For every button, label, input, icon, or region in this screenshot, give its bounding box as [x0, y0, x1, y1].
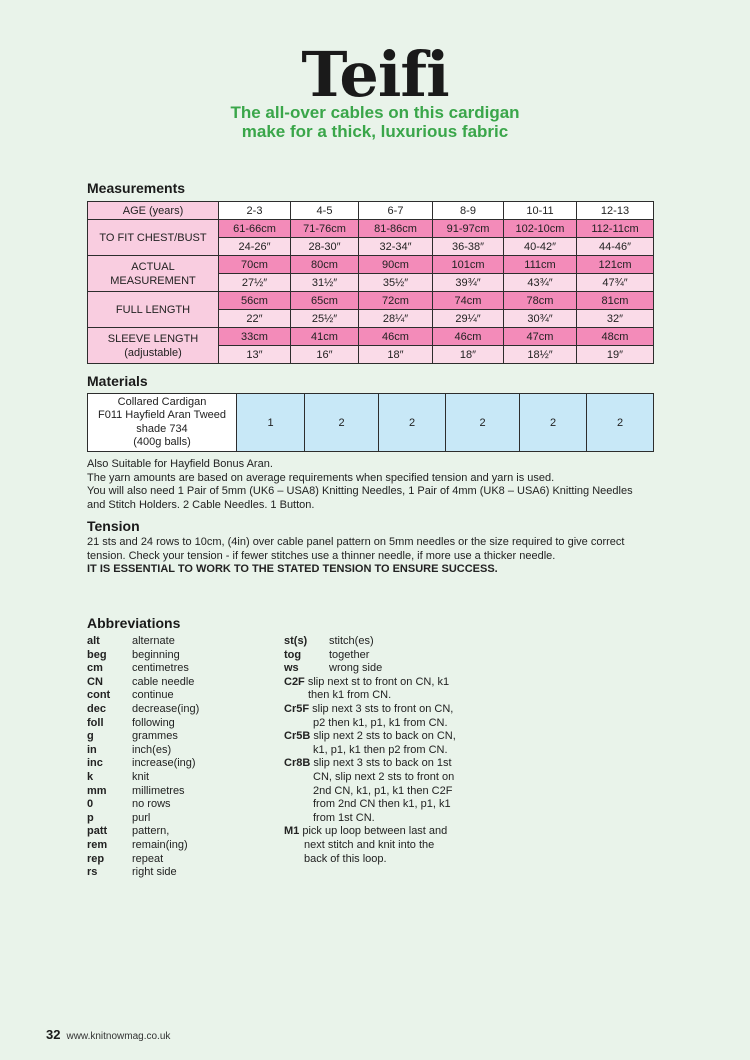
- abbr-key: alt: [87, 635, 100, 647]
- list-item: [87, 839, 199, 853]
- abbr-value: inch(es): [132, 743, 172, 756]
- abbreviations-heading: Abbreviations: [87, 615, 181, 631]
- chest-in-cell: 36-38″: [433, 238, 504, 256]
- abbr-value: slip next 2 sts to back on CN,: [313, 730, 456, 743]
- abbr-value-continued: CN, slip next 2 sts to front on: [313, 770, 455, 783]
- abbr-key: tog: [284, 648, 302, 661]
- abbr-value: slip next st to front on CN, k1: [307, 675, 450, 688]
- list-item: [284, 825, 456, 839]
- age-cell: 10-11: [504, 202, 577, 220]
- label-line: SLEEVE LENGTH: [107, 332, 199, 345]
- chest-cm-cell: 102-10cm: [504, 220, 577, 238]
- list-item: [87, 730, 199, 744]
- age-cell: 4-5: [291, 202, 359, 220]
- sleeve-in-cell: 18″: [433, 346, 504, 364]
- actual-cm-cell: 80cm: [291, 256, 359, 274]
- label-line: F011 Hayfield Aran Tweed: [97, 409, 226, 421]
- page-number: 32: [46, 1027, 61, 1042]
- abbr-value: following: [132, 716, 175, 729]
- abbr-value: grammes: [132, 730, 178, 743]
- measurements-table: [87, 201, 654, 364]
- list-item: [284, 649, 456, 663]
- abbr-value: repeat: [132, 852, 164, 865]
- length-in-cell: 29¼″: [433, 310, 504, 328]
- chest-cm-cell: 91-97cm: [433, 220, 504, 238]
- sleeve-cm-cell: 33cm: [219, 328, 291, 346]
- abbr-value: alternate: [132, 635, 175, 647]
- yarn-quantity-cell: 2: [520, 394, 587, 452]
- list-item: [87, 866, 199, 880]
- full-length-label: FULL LENGTH: [88, 292, 219, 328]
- yarn-quantity-cell: 1: [237, 394, 305, 452]
- actual-cm-cell: 90cm: [359, 256, 433, 274]
- abbr-value-continued: 2nd CN, k1, p1, k1 then C2F: [313, 784, 453, 797]
- yarn-quantity-cell: 2: [379, 394, 446, 452]
- abbr-value-continued: from 1st CN.: [313, 811, 375, 824]
- label-line: MEASUREMENT: [110, 274, 196, 287]
- abbr-key: cont: [87, 689, 111, 702]
- actual-in-cell: 47¾″: [577, 274, 654, 292]
- abbr-key: rs: [87, 866, 98, 879]
- sleeve-cm-cell: 46cm: [433, 328, 504, 346]
- abbr-key: Cr5B: [284, 730, 311, 743]
- abbr-value-continued: k1, p1, k1 then p2 from CN.: [313, 743, 448, 756]
- abbr-value: cable needle: [132, 675, 195, 688]
- chest-in-cell: 44-46″: [577, 238, 654, 256]
- chest-cm-cell: 71-76cm: [291, 220, 359, 238]
- list-item: [87, 703, 199, 717]
- length-cm-cell: 78cm: [504, 292, 577, 310]
- actual-in-cell: 27½″: [219, 274, 291, 292]
- actual-cm-cell: 111cm: [504, 256, 577, 274]
- abbr-value: purl: [132, 811, 151, 824]
- sleeve-length-label: [88, 328, 219, 364]
- sleeve-in-cell: 13″: [219, 346, 291, 364]
- actual-in-cell: 43¾″: [504, 274, 577, 292]
- list-item: [284, 676, 456, 690]
- abbr-key: g: [87, 730, 94, 743]
- list-item: [87, 744, 199, 758]
- list-item: [284, 730, 456, 744]
- abbr-key: C2F: [284, 675, 305, 688]
- abbr-key: beg: [87, 648, 107, 661]
- list-item: [87, 649, 199, 663]
- sleeve-cm-cell: 47cm: [504, 328, 577, 346]
- abbr-key: rep: [87, 852, 105, 865]
- age-cell: 12-13: [577, 202, 654, 220]
- list-item: [87, 785, 199, 799]
- materials-table: [87, 393, 654, 452]
- abbr-key: k: [87, 770, 94, 783]
- sleeve-in-cell: 19″: [577, 346, 654, 364]
- abbr-key: ws: [284, 662, 299, 675]
- list-item: [87, 812, 199, 826]
- label-line: (adjustable): [124, 346, 182, 359]
- list-item: [87, 689, 199, 703]
- tension-line: tension. Check your tension - if fewer stitches use a thinner needle, if more use a thicker needle.: [87, 549, 556, 562]
- actual-cm-cell: 101cm: [433, 256, 504, 274]
- tension-warning: IT IS ESSENTIAL TO WORK TO THE STATED TENSION TO ENSURE SUCCESS.: [87, 563, 498, 576]
- chest-label: TO FIT CHEST/BUST: [88, 220, 219, 256]
- abbr-value: millimetres: [132, 784, 185, 797]
- length-in-cell: 22″: [219, 310, 291, 328]
- list-item: [87, 771, 199, 785]
- subtitle-line: make for a thick, luxurious fabric: [241, 122, 509, 141]
- list-item: [87, 757, 199, 771]
- abbr-value: pattern,: [132, 825, 170, 838]
- sleeve-cm-cell: 46cm: [359, 328, 433, 346]
- abbr-key: M1: [284, 825, 300, 838]
- abbr-value-continued: next stitch and knit into the: [304, 838, 435, 851]
- actual-in-cell: 39¾″: [433, 274, 504, 292]
- footer-url: www.knitnowmag.co.uk: [66, 1031, 171, 1042]
- length-cm-cell: 81cm: [577, 292, 654, 310]
- yarn-label: [88, 394, 237, 452]
- abbr-value: decrease(ing): [132, 702, 200, 715]
- abbr-key: foll: [87, 716, 104, 729]
- abbr-value: wrong side: [329, 662, 383, 675]
- abbr-key: CN: [87, 675, 103, 688]
- yarn-quantity-cell: 2: [587, 394, 654, 452]
- actual-in-cell: 35½″: [359, 274, 433, 292]
- abbreviations-right-list: [284, 635, 456, 866]
- sleeve-in-cell: 16″: [291, 346, 359, 364]
- actual-in-cell: 31½″: [291, 274, 359, 292]
- abbr-value: slip next 3 sts to front on CN,: [312, 702, 454, 715]
- label-line: (400g balls): [133, 436, 191, 448]
- length-in-cell: 32″: [577, 310, 654, 328]
- list-item: [87, 676, 199, 690]
- abbr-value: stitch(es): [329, 635, 374, 647]
- abbr-key: in: [87, 743, 97, 756]
- table-row: [88, 328, 654, 346]
- yarn-quantity-cell: 2: [446, 394, 520, 452]
- abbr-value-continued: then k1 from CN.: [308, 689, 392, 702]
- abbr-key: cm: [87, 662, 103, 675]
- abbr-value-continued: from 2nd CN then k1, p1, k1: [313, 798, 451, 811]
- abbr-value-continued: p2 then k1, p1, k1 from CN.: [313, 716, 448, 729]
- list-item: [87, 635, 199, 649]
- note-line: You will also need 1 Pair of 5mm (UK6 – USA8) Knitting Needles, 1 Pair of 4mm (UK8 – USA6) Knitting Needles: [87, 485, 633, 498]
- length-in-cell: 30¾″: [504, 310, 577, 328]
- subtitle-line: The all-over cables on this cardigan: [230, 103, 520, 122]
- age-cell: 2-3: [219, 202, 291, 220]
- note-line: Also Suitable for Hayfield Bonus Aran.: [87, 458, 273, 470]
- table-row: [88, 220, 654, 238]
- materials-heading: Materials: [87, 373, 148, 389]
- abbreviations-left-list: [87, 635, 199, 880]
- abbr-value: centimetres: [132, 662, 189, 675]
- list-item: [284, 635, 456, 649]
- list-item: [87, 798, 199, 812]
- abbr-value: increase(ing): [132, 757, 196, 770]
- chest-in-cell: 28-30″: [291, 238, 359, 256]
- age-label: AGE (years): [88, 202, 219, 220]
- age-cell: 8-9: [433, 202, 504, 220]
- length-cm-cell: 65cm: [291, 292, 359, 310]
- actual-measurement-label: [88, 256, 219, 292]
- note-line: The yarn amounts are based on average requirements when specified tension and yarn is used.: [87, 471, 555, 484]
- abbr-value: right side: [132, 866, 177, 879]
- abbr-key: inc: [87, 757, 103, 770]
- page-title: Teifi: [301, 38, 449, 111]
- tension-line: 21 sts and 24 rows to 10cm, (4in) over cable panel pattern on 5mm needles or the size required to give correct: [87, 536, 625, 548]
- table-row: [88, 202, 654, 220]
- list-item: [284, 662, 456, 676]
- abbr-key: st(s): [284, 635, 308, 647]
- chest-in-cell: 24-26″: [219, 238, 291, 256]
- label-line: ACTUAL: [131, 260, 175, 273]
- sleeve-cm-cell: 41cm: [291, 328, 359, 346]
- chest-cm-cell: 112-11cm: [577, 220, 654, 238]
- actual-cm-cell: 70cm: [219, 256, 291, 274]
- list-item: [284, 703, 456, 717]
- abbr-key: mm: [87, 784, 107, 797]
- length-cm-cell: 56cm: [219, 292, 291, 310]
- abbr-key: 0: [87, 798, 94, 811]
- list-item: [87, 717, 199, 731]
- abbr-value-continued: back of this loop.: [304, 852, 387, 865]
- abbr-key: dec: [87, 702, 106, 715]
- length-cm-cell: 74cm: [433, 292, 504, 310]
- abbr-key: p: [87, 811, 94, 824]
- chest-in-cell: 40-42″: [504, 238, 577, 256]
- sleeve-in-cell: 18″: [359, 346, 433, 364]
- list-item: [87, 662, 199, 676]
- table-row: [88, 394, 654, 452]
- abbr-value: continue: [132, 689, 174, 702]
- label-line: shade 734: [136, 422, 188, 435]
- list-item: [284, 757, 456, 771]
- abbr-key: Cr5F: [284, 702, 310, 715]
- list-item: [87, 853, 199, 867]
- sleeve-in-cell: 18½″: [504, 346, 577, 364]
- abbr-value: slip next 3 sts to back on 1st: [313, 757, 452, 770]
- chest-cm-cell: 61-66cm: [219, 220, 291, 238]
- abbr-value: remain(ing): [132, 838, 188, 851]
- label-line: Collared Cardigan: [117, 395, 207, 408]
- chest-in-cell: 32-34″: [359, 238, 433, 256]
- list-item: [87, 825, 199, 839]
- abbr-key: patt: [87, 825, 108, 838]
- abbr-value: no rows: [132, 798, 171, 811]
- abbr-value: beginning: [132, 648, 180, 661]
- chest-cm-cell: 81-86cm: [359, 220, 433, 238]
- page-footer: [46, 1027, 170, 1042]
- length-in-cell: 25½″: [291, 310, 359, 328]
- abbr-value: knit: [132, 770, 150, 783]
- note-line: and Stitch Holders. 2 Cable Needles. 1 Button.: [87, 499, 315, 512]
- length-in-cell: 28¼″: [359, 310, 433, 328]
- age-cell: 6-7: [359, 202, 433, 220]
- sleeve-cm-cell: 48cm: [577, 328, 654, 346]
- length-cm-cell: 72cm: [359, 292, 433, 310]
- abbr-key: rem: [87, 838, 108, 851]
- abbr-value: pick up loop between last and: [302, 825, 448, 838]
- materials-notes: [87, 458, 662, 513]
- table-row: [88, 292, 654, 310]
- abbr-value: together: [329, 648, 370, 661]
- tension-text: [87, 536, 662, 577]
- actual-cm-cell: 121cm: [577, 256, 654, 274]
- measurements-heading: Measurements: [87, 180, 186, 196]
- subtitle: [0, 103, 750, 141]
- yarn-quantity-cell: 2: [305, 394, 379, 452]
- tension-heading: Tension: [87, 518, 140, 534]
- table-row: [88, 256, 654, 274]
- abbr-key: Cr8B: [284, 757, 311, 770]
